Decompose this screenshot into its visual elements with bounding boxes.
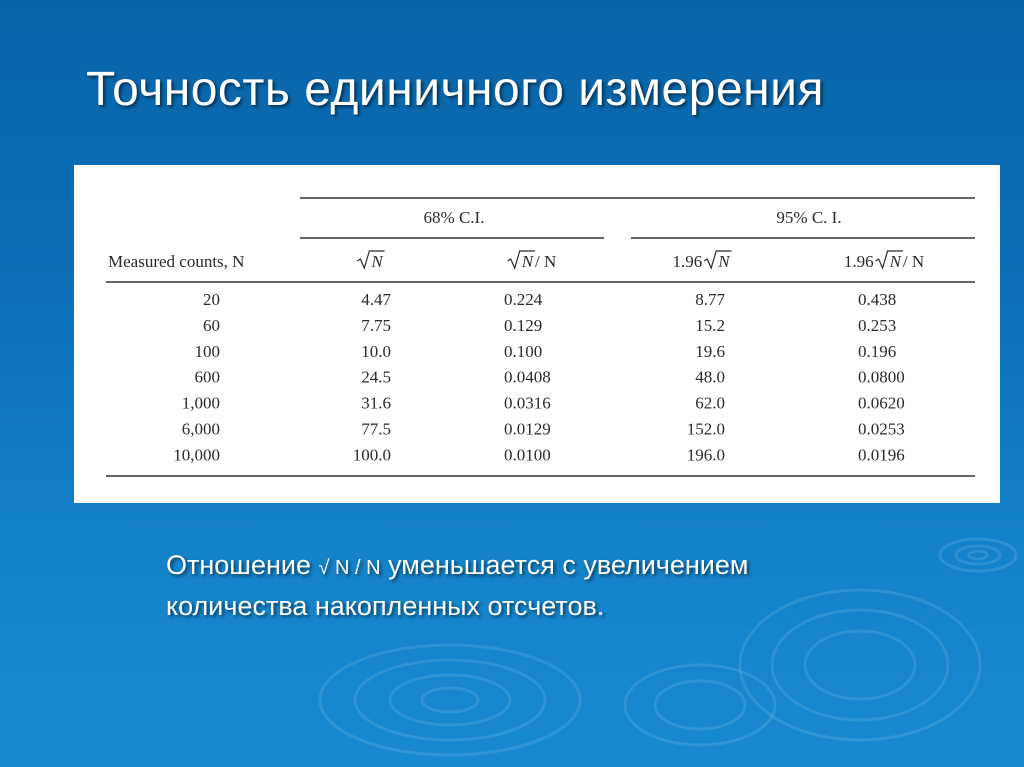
table-cell: 0.0129 [504,419,551,439]
table-cell: 0.196 [858,341,897,361]
col-header-4 [844,251,924,271]
table-row [195,342,897,361]
table-cell: 19.6 [695,341,725,361]
table-cell: 1,000 [181,393,220,413]
table-row [203,316,896,335]
table-cell: 4.47 [361,290,391,309]
col-headers [357,251,924,271]
col-header-3 [672,251,731,271]
table-cell: 24.5 [361,367,391,387]
table-cell: 0.129 [504,315,543,335]
col-header-radicand: N [521,252,534,271]
table-cell: 0.100 [504,341,543,361]
table-row [182,420,905,439]
table-row [203,290,896,309]
caption-before: Отношение [166,550,319,580]
table-body [173,290,905,464]
col-header-radicand: N [718,252,730,271]
table-cell: 0.0100 [504,445,551,465]
col-header-prefix: 1.96 [672,252,703,271]
table-cell: 600 [194,367,220,387]
table-cell: 31.6 [361,393,391,413]
counts-table-drawing [74,165,1000,503]
table-cell: 0.224 [504,290,543,309]
group-header-68: 68% C.I. [423,208,485,227]
table-cell: 20 [203,290,220,309]
table-cell: 0.0620 [858,393,905,413]
table-row [182,394,905,413]
table-cell: 6,000 [181,419,220,439]
table-cell: 48.0 [695,367,725,387]
caption-text [166,546,806,625]
table-cell: 77.5 [361,419,391,439]
table-cell: 100 [194,341,220,361]
table-cell: 10.0 [361,341,391,361]
table-cell: 100.0 [352,445,391,465]
col-header-radicand: N [371,252,383,271]
table-cell: 7.75 [361,315,391,335]
col-header-prefix: 1.96 [843,252,874,271]
col-header-1 [357,251,384,271]
group-header-95: 95% C. I. [776,208,842,227]
table-cell: 196.0 [686,445,725,465]
slide-title: Точность единичного измерения [86,63,824,116]
table-cell: 152.0 [686,419,725,439]
table-cell: 62.0 [695,393,725,413]
col-header-suffix: / N [535,252,557,271]
table-cell: 0.0196 [858,445,905,465]
table-row [173,445,905,464]
table-cell: 0.0800 [858,367,905,387]
col-header-measured-counts: Measured counts, N [108,252,245,271]
col-header-radicand: N [889,252,901,271]
table-cell: 10,000 [173,445,220,465]
col-header-suffix: / N [902,252,925,271]
caption-formula: √ N / N [318,557,381,579]
table-cell: 0.0408 [504,367,551,387]
table-cell: 0.253 [858,315,897,335]
table-row [195,368,905,387]
table-cell: 60 [203,315,220,335]
caption-after: уменьшается с увеличением количества накопленных отсчетов. [166,550,749,621]
table-cell: 0.438 [858,290,897,309]
counts-table [74,165,1000,503]
col-header-2 [508,251,557,271]
table-cell: 8.77 [695,290,725,309]
table-cell: 0.0316 [504,393,551,413]
table-cell: 0.0253 [858,419,905,439]
table-cell: 15.2 [695,315,725,335]
